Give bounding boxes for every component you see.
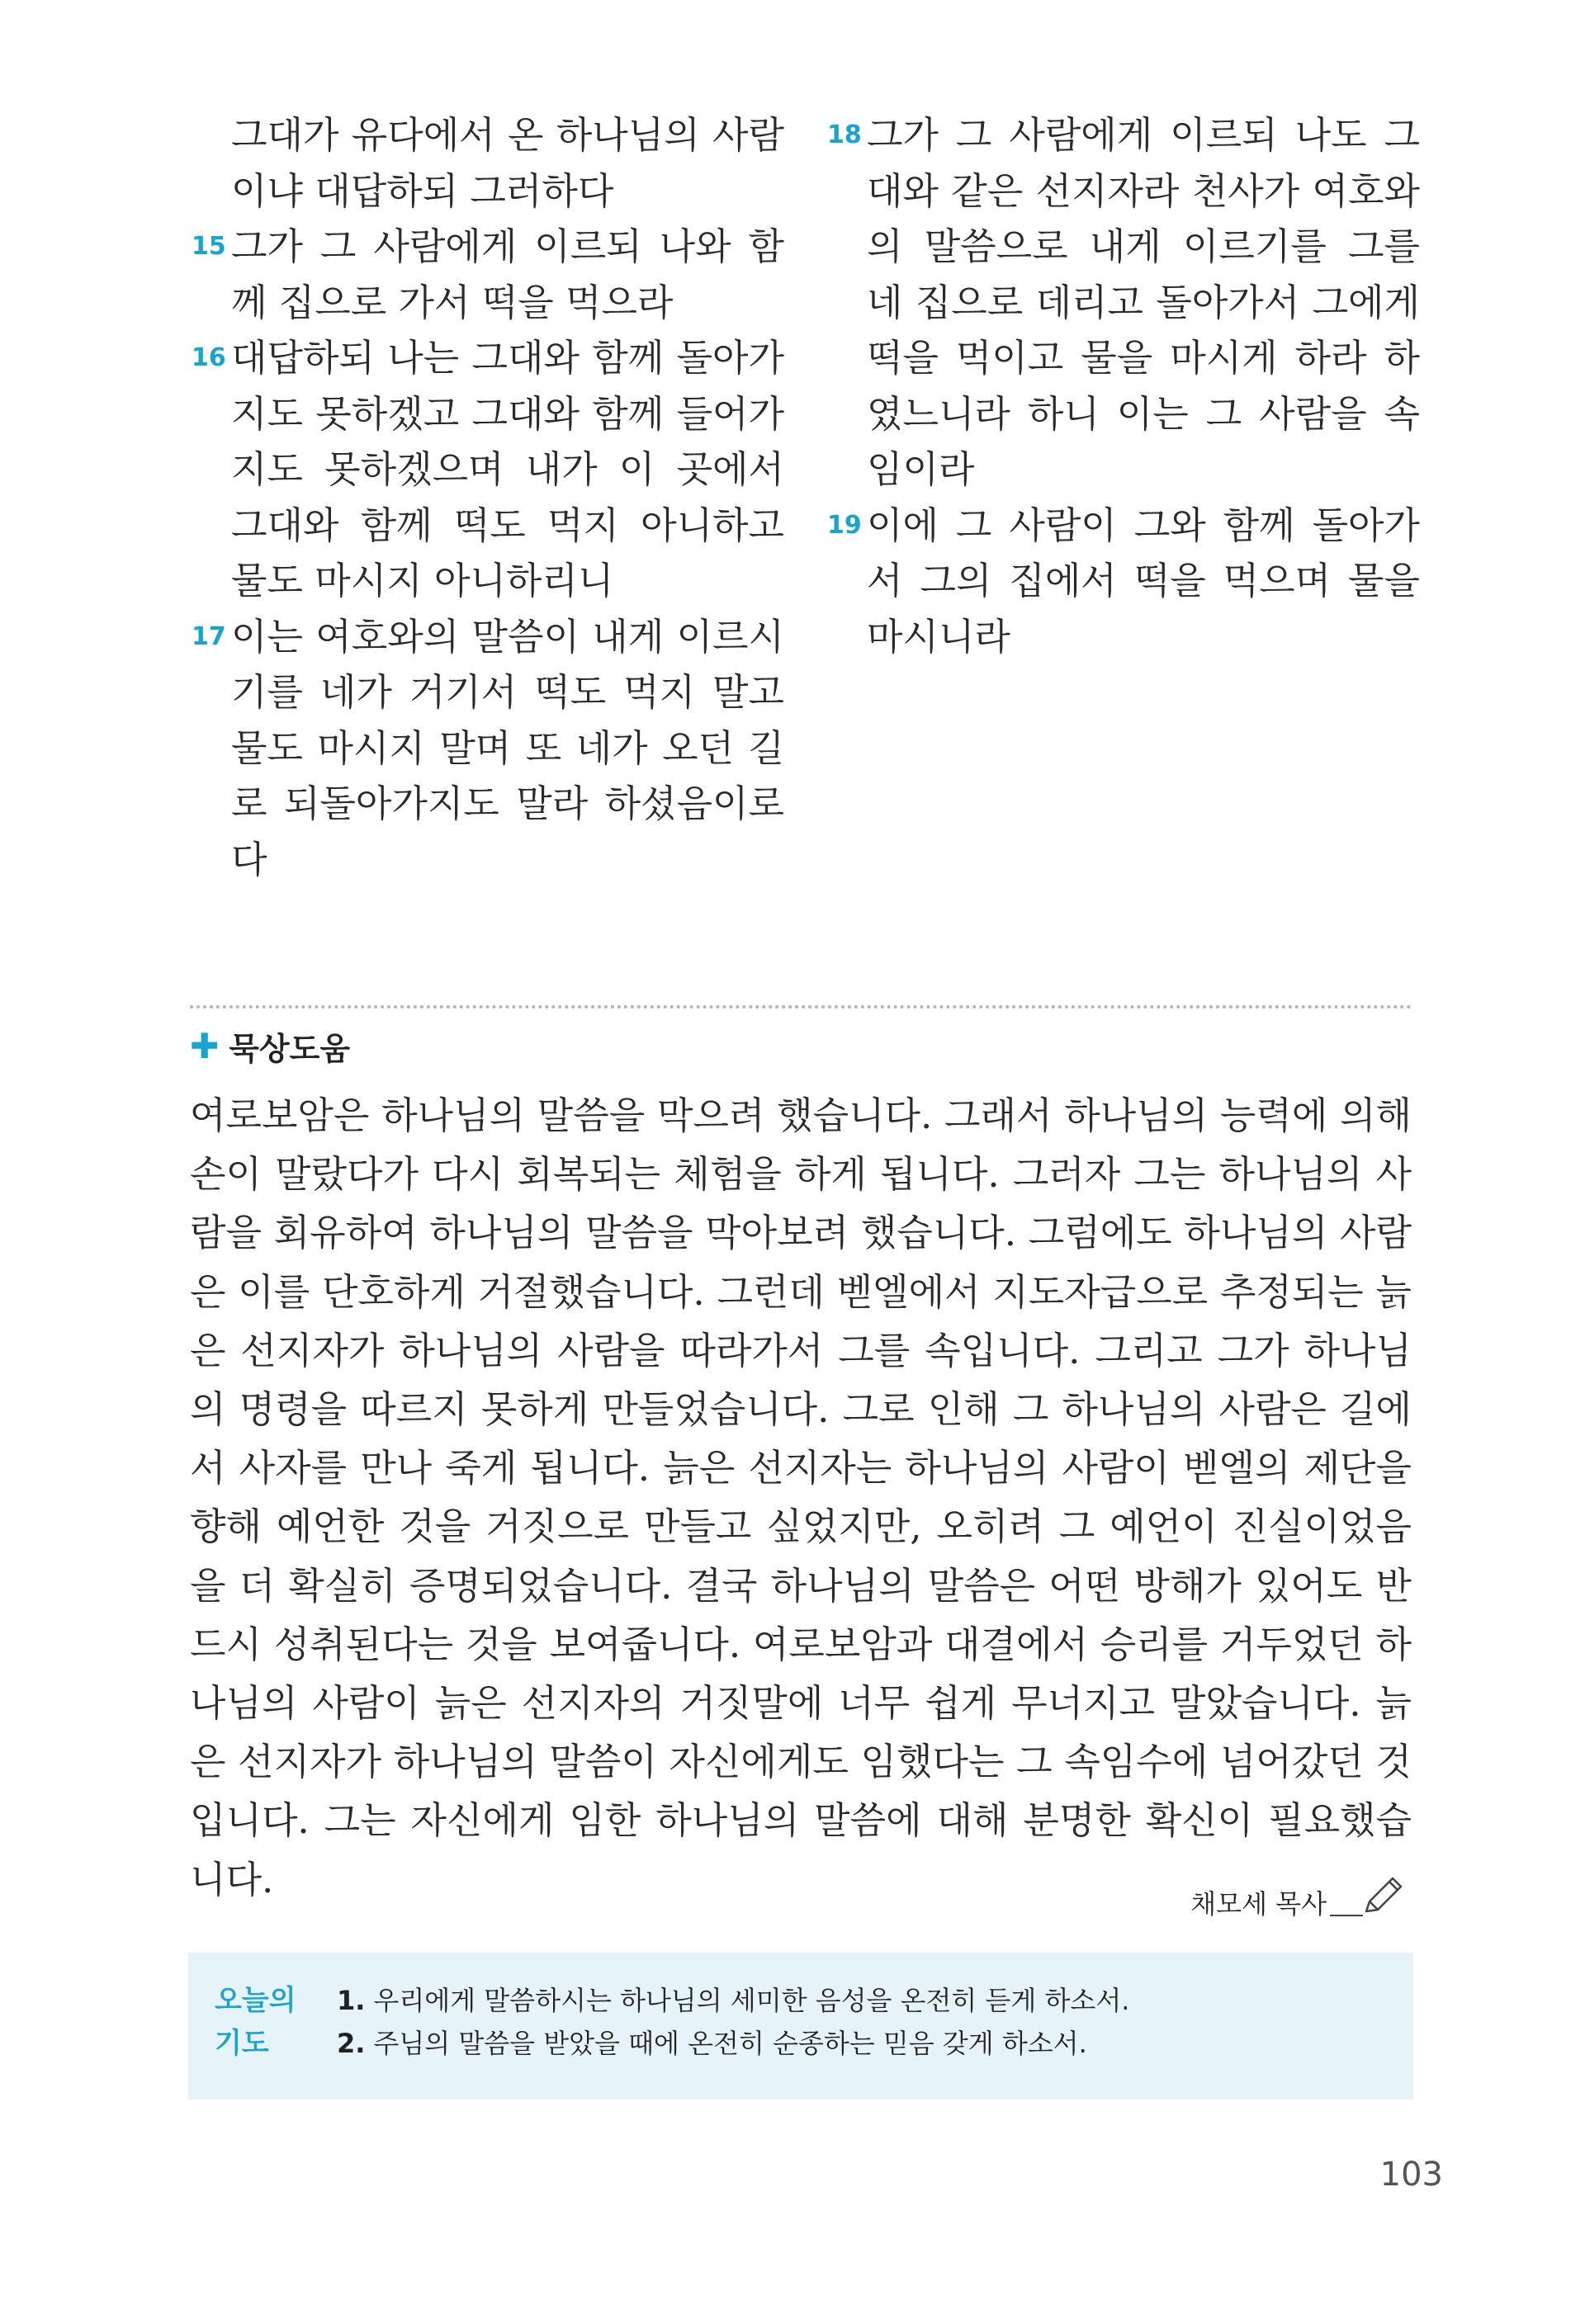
verse-text: 그가 그 사람에게 이르되 나와 함께 집으로 가서 떡을 먹으라	[231, 224, 784, 324]
verse-15	[190, 219, 784, 330]
verse-number: 16	[192, 343, 226, 372]
meditation-heading	[190, 1023, 350, 1069]
prayer-item-text: 우리에게 말씀하시는 하나님의 세미한 음성을 온전히 듣게 하소서.	[373, 1985, 1130, 2016]
prayer-item-text: 주님의 말씀을 받았을 때에 온전히 순종하는 믿음 갖게 하소서.	[373, 2028, 1087, 2059]
verse-19	[826, 498, 1420, 665]
verse-continued	[190, 107, 784, 219]
author-signature	[1190, 1872, 1408, 1921]
verse-17	[190, 609, 784, 888]
prayer-label: 오늘의 기도	[215, 1984, 296, 2060]
section-divider	[190, 1005, 1412, 1008]
right-scripture-column	[826, 107, 1420, 664]
verse-number: 17	[192, 621, 226, 651]
verse-18	[826, 107, 1420, 498]
prayer-item	[337, 1979, 1129, 2022]
prayer-item	[337, 2022, 1129, 2065]
page-number: 103	[1379, 2156, 1443, 2194]
verse-16	[190, 330, 784, 609]
verse-text: 대답하되 나는 그대와 함께 돌아가지도 못하겠고 그대와 함께 들어가지도 못하겠으며 내가 이 곳에서 그대와 함께 떡도 먹지 아니하고 물도 마시지 아니하리니	[231, 336, 784, 602]
left-scripture-column	[190, 107, 784, 887]
pencil-icon	[1358, 1872, 1408, 1921]
verse-text: 이에 그 사람이 그와 함께 돌아가서 그의 집에서 떡을 먹으며 물을 마시니라	[867, 503, 1420, 659]
verse-text: 이는 여호와의 말씀이 내게 이르시기를 네가 거기서 떡도 먹지 말고 물도 마시지 말며 또 네가 오던 길로 되돌아가지도 말라 하셨음이로다	[231, 614, 784, 881]
prayer-item-number: 2.	[337, 2028, 366, 2059]
plus-icon: ✚	[190, 1025, 220, 1066]
prayer-item-number: 1.	[337, 1985, 366, 2016]
verse-number: 19	[827, 510, 862, 540]
meditation-title: 묵상도움	[229, 1031, 351, 1067]
meditation-body: 여로보암은 하나님의 말씀을 막으려 했습니다. 그래서 하나님의 능력에 의해 손이 말랐다가 다시 회복되는 체험을 하게 됩니다. 그러자 그는 하나님의 사람을 회유하여 하나님의 말씀을 막아보려 했습니다. 그럼에도 하나님의 사람은 이를 단호하게 거절했습니다. 그런데 벧엘에서 지도자급으로 추정되는 늙은 선지자가 하나님의 사람을 따라가서 그를 속입니다. 그리고 그가 하나님의 명령을 따르지 못하게 만들었습니다. 그로 인해 그 하나님의 사람은 길에서 사자를 만나 죽게 됩니다. 늙은 선지자는 하나님의 사람이 벧엘의 제단을 향해 예언한 것을 거짓으로 만들고 싶었지만, 오히려 그 예언이 진실이었음을 더 확실히 증명되었습니다. 결국 하나님의 말씀은 어떤 방해가 있어도 반드시 성취된다는 것을 보여줍니다. 여로보암과 대결에서 승리를 거두었던 하나님의 사람이 늙은 선지자의 거짓말에 너무 쉽게 무너지고 말았습니다. 늙은 선지자가 하나님의 말씀이 자신에게도 임했다는 그 속임수에 넘어갔던 것입니다. 그는 자신에게 임한 하나님의 말씀에 대해 분명한 확신이 필요했습니다.	[190, 1094, 1412, 1901]
verse-number: 18	[827, 120, 862, 149]
prayer-list	[337, 1979, 1129, 2065]
verse-number: 15	[192, 232, 226, 261]
todays-prayer-box	[188, 1953, 1413, 2100]
verse-text: 그가 그 사람에게 이르되 나도 그대와 같은 선지자라 천사가 여호와의 말씀으로 내게 이르기를 그를 네 집으로 데리고 돌아가서 그에게 떡을 먹이고 물을 마시게 하라 하였느니라 하니 이는 그 사람을 속임이라	[867, 113, 1420, 491]
author-name: 채모세 목사	[1190, 1888, 1327, 1920]
verse-text: 그대가 유다에서 온 하나님의 사람이냐 대답하되 그러하다	[231, 113, 784, 213]
